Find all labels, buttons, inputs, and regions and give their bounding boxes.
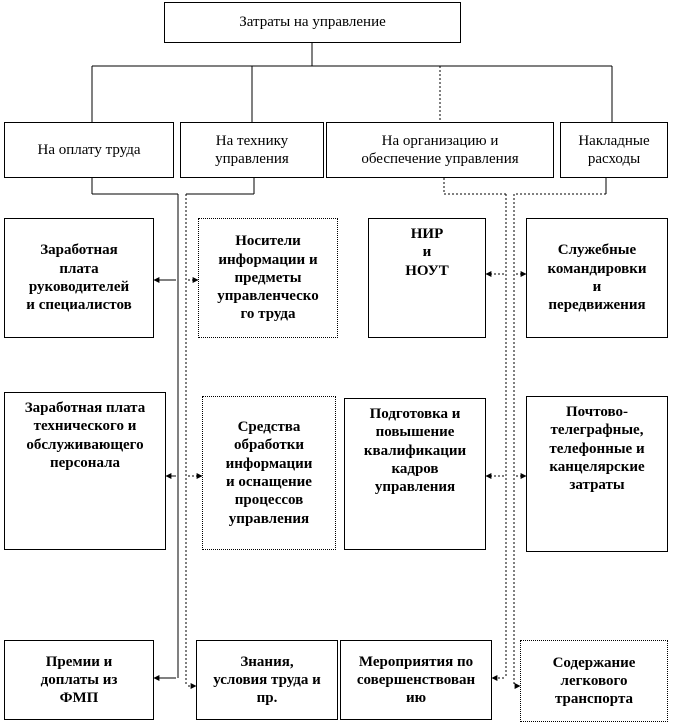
category-labor-label: На оплату труда [37, 141, 141, 158]
category-org [326, 122, 554, 178]
item-overhead-3 [520, 640, 668, 722]
category-overhead [560, 122, 668, 178]
item-org-1-label: НИР и НОУТ [405, 226, 449, 279]
item-tech-1 [198, 218, 338, 338]
item-tech-1-label: Носители информации и предметы управленческо го труда [217, 233, 319, 323]
item-overhead-2-label: Почтово- телеграфные, телефонные и канцелярские затраты [549, 404, 645, 494]
item-labor-3-label: Премии и доплаты из ФМП [40, 653, 118, 707]
category-tech-label: На технику управления [215, 132, 289, 167]
item-labor-3 [4, 640, 154, 720]
category-org-label: На организацию и обеспечение управления [361, 132, 519, 167]
item-tech-3-label: Знания, условия труда и пр. [213, 653, 321, 707]
item-overhead-1 [526, 218, 668, 338]
item-org-2-label: Подготовка и повышение квалификации кадров управления [363, 406, 467, 496]
item-org-3-label: Мероприятия по совершенствован ию [356, 653, 476, 707]
item-overhead-3-label: Содержание легкового транспорта [552, 654, 636, 708]
item-tech-2 [202, 396, 336, 550]
item-org-3 [340, 640, 492, 720]
category-tech [180, 122, 324, 178]
item-labor-1 [4, 218, 154, 338]
item-labor-2 [4, 392, 166, 550]
root-label: Затраты на управление [239, 14, 386, 31]
item-overhead-2 [526, 396, 668, 552]
item-labor-1-label: Заработная плата руководителей и специалистов [26, 242, 132, 314]
item-tech-2-label: Средства обработки информации и оснащение процессов управления [225, 419, 313, 527]
item-overhead-1-label: Служебные командировки и передвижения [547, 242, 647, 314]
category-labor [4, 122, 174, 178]
item-labor-2-label: Заработная плата технического и обслуживающего персонала [24, 400, 146, 471]
item-org-2 [344, 398, 486, 550]
item-tech-3 [196, 640, 338, 720]
root-node [164, 2, 461, 43]
item-org-1 [368, 218, 486, 338]
category-overhead-label: Накладные расходы [578, 132, 650, 167]
